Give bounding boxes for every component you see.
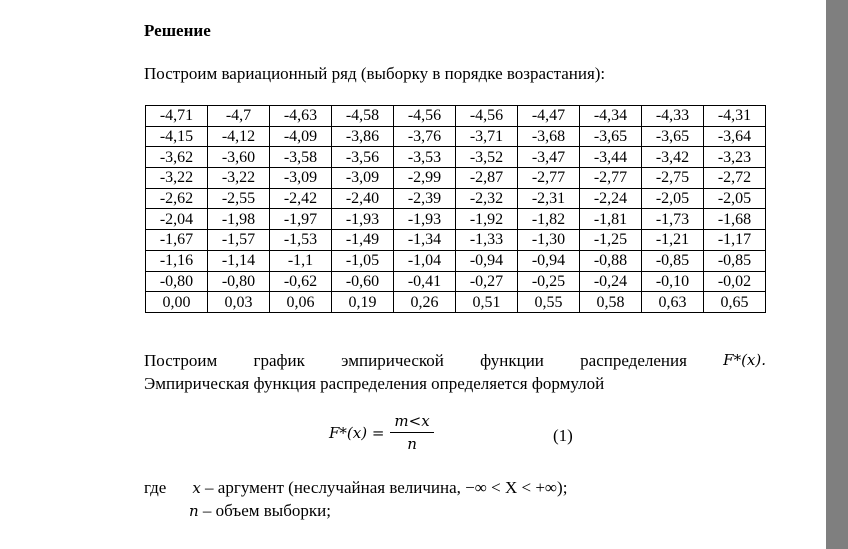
table-cell: 0,65 — [704, 292, 766, 313]
table-cell: -0,24 — [580, 271, 642, 292]
table-cell: -0,27 — [456, 271, 518, 292]
table-row — [146, 292, 766, 313]
word: функции — [480, 351, 544, 370]
table-row — [146, 250, 766, 271]
table-cell: -0,02 — [704, 271, 766, 292]
word: Построим — [144, 351, 218, 370]
table-cell: -3,42 — [642, 147, 704, 168]
paragraph-empirical — [144, 349, 766, 395]
table-cell: -2,87 — [456, 168, 518, 189]
table-cell: -0,80 — [146, 271, 208, 292]
table-cell: -4,34 — [580, 106, 642, 127]
table-cell: -1,30 — [518, 230, 580, 251]
function-symbol: F*(x). — [723, 351, 766, 369]
table-cell: -4,56 — [394, 106, 456, 127]
table-cell: -0,88 — [580, 250, 642, 271]
table-cell: -3,09 — [270, 168, 332, 189]
table-cell: 0,00 — [146, 292, 208, 313]
table-cell: 0,06 — [270, 292, 332, 313]
table-cell: -2,05 — [642, 188, 704, 209]
table-cell: -1,97 — [270, 209, 332, 230]
table-cell: -3,64 — [704, 126, 766, 147]
table-cell: 0,51 — [456, 292, 518, 313]
intro-text: Построим вариационный ряд (выборку в порядке возрастания): — [144, 64, 606, 83]
table-cell: -4,56 — [456, 106, 518, 127]
table-cell: -2,55 — [208, 188, 270, 209]
table-cell: -1,49 — [332, 230, 394, 251]
table-cell: -1,68 — [704, 209, 766, 230]
table-row — [146, 126, 766, 147]
table-cell: -3,52 — [456, 147, 518, 168]
variable-x: x — [192, 479, 201, 497]
table-cell: -1,33 — [456, 230, 518, 251]
variation-series-table — [145, 105, 766, 313]
table-cell: -1,57 — [208, 230, 270, 251]
table-cell: -2,39 — [394, 188, 456, 209]
table-cell: 0,55 — [518, 292, 580, 313]
table-cell: -3,56 — [332, 147, 394, 168]
table-cell: -3,53 — [394, 147, 456, 168]
table-row — [146, 230, 766, 251]
table-cell: -4,12 — [208, 126, 270, 147]
table-cell: -3,58 — [270, 147, 332, 168]
table-cell: -0,60 — [332, 271, 394, 292]
table-cell: -3,23 — [704, 147, 766, 168]
table-cell: -1,93 — [332, 209, 394, 230]
where-line-n — [189, 501, 331, 521]
table-cell: -4,31 — [704, 106, 766, 127]
formula-numerator: m<x — [390, 412, 433, 433]
table-cell: 0,03 — [208, 292, 270, 313]
table-cell: -3,47 — [518, 147, 580, 168]
table-cell: -4,33 — [642, 106, 704, 127]
n-description: – объем выборки; — [202, 501, 331, 520]
formula-lhs: F*(x) = — [329, 423, 385, 442]
variable-n: n — [189, 502, 199, 520]
table-cell: 0,63 — [642, 292, 704, 313]
table-cell: 0,19 — [332, 292, 394, 313]
table-cell: -4,71 — [146, 106, 208, 127]
table-cell: -3,68 — [518, 126, 580, 147]
table-cell: -2,77 — [518, 168, 580, 189]
table-row — [146, 147, 766, 168]
table-cell: -2,72 — [704, 168, 766, 189]
table-cell: -2,24 — [580, 188, 642, 209]
table-cell: -2,75 — [642, 168, 704, 189]
table-cell: -3,62 — [146, 147, 208, 168]
table-cell: -3,76 — [394, 126, 456, 147]
table-cell: -3,71 — [456, 126, 518, 147]
table-cell: -2,31 — [518, 188, 580, 209]
table-cell: -4,7 — [208, 106, 270, 127]
table-cell: 0,58 — [580, 292, 642, 313]
word: график — [253, 351, 305, 370]
table-cell: -4,47 — [518, 106, 580, 127]
table-cell: -3,86 — [332, 126, 394, 147]
table-cell: -4,63 — [270, 106, 332, 127]
table-cell: -2,40 — [332, 188, 394, 209]
table-cell: -1,34 — [394, 230, 456, 251]
table-cell: -0,85 — [704, 250, 766, 271]
table-cell: -2,42 — [270, 188, 332, 209]
table-cell: -3,22 — [208, 168, 270, 189]
table-cell: -3,44 — [580, 147, 642, 168]
table-cell: -1,17 — [704, 230, 766, 251]
table-cell: -0,85 — [642, 250, 704, 271]
table-row — [146, 188, 766, 209]
table-row — [146, 168, 766, 189]
table-cell: -4,09 — [270, 126, 332, 147]
formula-fraction — [390, 412, 433, 453]
table-cell: -2,77 — [580, 168, 642, 189]
table-cell: -1,98 — [208, 209, 270, 230]
table-cell: -1,93 — [394, 209, 456, 230]
equation-number: (1) — [553, 426, 573, 445]
table-cell: -1,16 — [146, 250, 208, 271]
table-cell: -1,53 — [270, 230, 332, 251]
table-row — [146, 271, 766, 292]
table-cell: -0,10 — [642, 271, 704, 292]
table-cell: -1,21 — [642, 230, 704, 251]
table-cell: -3,22 — [146, 168, 208, 189]
word: эмпирической — [341, 351, 444, 370]
paragraph-line-1 — [144, 349, 766, 372]
table-cell: -0,41 — [394, 271, 456, 292]
paragraph-line-2: Эмпирическая функция распределения определяется формулой — [144, 374, 605, 393]
table-row — [146, 106, 766, 127]
table-cell: -0,25 — [518, 271, 580, 292]
table-cell: -0,94 — [518, 250, 580, 271]
table-cell: -1,14 — [208, 250, 270, 271]
table-cell: -2,04 — [146, 209, 208, 230]
table-cell: -3,09 — [332, 168, 394, 189]
table-cell: -1,92 — [456, 209, 518, 230]
table-cell: -1,1 — [270, 250, 332, 271]
where-label: где — [144, 478, 167, 497]
table-cell: -1,81 — [580, 209, 642, 230]
section-heading: Решение — [144, 21, 211, 40]
table-cell: -4,15 — [146, 126, 208, 147]
table-cell: -1,73 — [642, 209, 704, 230]
table-cell: -2,99 — [394, 168, 456, 189]
x-description: – аргумент (неслучайная величина, −∞ < X < +∞); — [205, 478, 568, 497]
table-cell: -2,32 — [456, 188, 518, 209]
table-cell: -1,25 — [580, 230, 642, 251]
table-cell: -4,58 — [332, 106, 394, 127]
table-cell: 0,26 — [394, 292, 456, 313]
table-cell: -2,62 — [146, 188, 208, 209]
table-cell: -3,65 — [642, 126, 704, 147]
formula — [329, 412, 434, 453]
table-cell: -3,65 — [580, 126, 642, 147]
word: распределения — [580, 351, 687, 370]
formula-denominator: n — [407, 435, 417, 453]
table-cell: -2,05 — [704, 188, 766, 209]
table-cell: -0,94 — [456, 250, 518, 271]
table-cell: -3,60 — [208, 147, 270, 168]
table-cell: -1,05 — [332, 250, 394, 271]
table-cell: -0,62 — [270, 271, 332, 292]
where-line-x — [144, 478, 567, 498]
table-row — [146, 209, 766, 230]
table-cell: -1,67 — [146, 230, 208, 251]
table-cell: -0,80 — [208, 271, 270, 292]
table-cell: -1,82 — [518, 209, 580, 230]
table-cell: -1,04 — [394, 250, 456, 271]
